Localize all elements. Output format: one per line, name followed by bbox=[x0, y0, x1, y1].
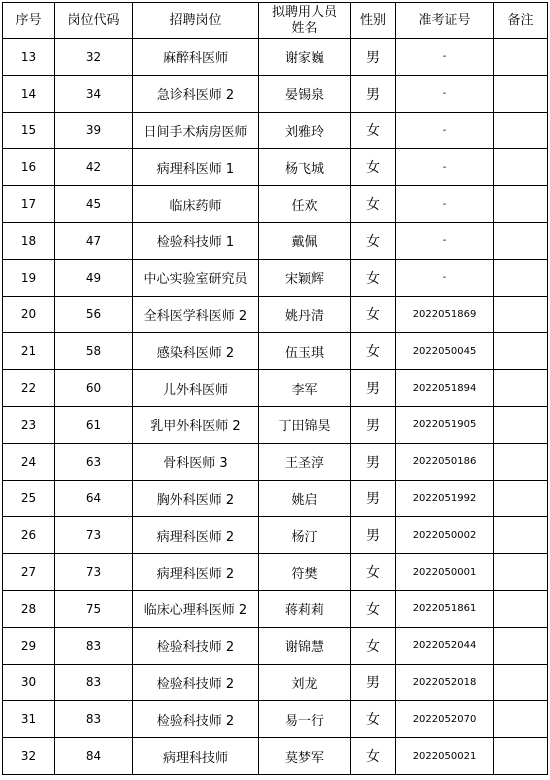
header-name bbox=[259, 3, 351, 39]
table-row bbox=[3, 590, 548, 627]
cell-gender: 女 bbox=[351, 590, 396, 627]
cell-remark bbox=[494, 39, 548, 76]
cell-remark bbox=[494, 296, 548, 333]
cell-seq: 17 bbox=[3, 186, 55, 223]
cell-position: 胸外科医师 2 bbox=[133, 480, 259, 517]
cell-gender: 男 bbox=[351, 517, 396, 554]
cell-seq: 15 bbox=[3, 112, 55, 149]
cell-gender: 女 bbox=[351, 186, 396, 223]
cell-position: 病理科医师 2 bbox=[133, 517, 259, 554]
cell-gender: 男 bbox=[351, 406, 396, 443]
cell-remark bbox=[494, 701, 548, 738]
table-row bbox=[3, 259, 548, 296]
header-name-line2: 姓名 bbox=[291, 20, 318, 36]
cell-seq: 25 bbox=[3, 480, 55, 517]
cell-gender: 男 bbox=[351, 370, 396, 407]
cell-name: 莫梦军 bbox=[259, 738, 351, 775]
cell-gender: 女 bbox=[351, 296, 396, 333]
table-row bbox=[3, 333, 548, 370]
cell-gender: 女 bbox=[351, 627, 396, 664]
cell-ticket: 2022050186 bbox=[396, 443, 494, 480]
cell-ticket: - bbox=[396, 259, 494, 296]
cell-gender: 男 bbox=[351, 75, 396, 112]
cell-name: 丁田锦昊 bbox=[259, 406, 351, 443]
header-code: 岗位代码 bbox=[55, 3, 133, 39]
cell-ticket: - bbox=[396, 222, 494, 259]
cell-ticket: 2022050021 bbox=[396, 738, 494, 775]
cell-seq: 23 bbox=[3, 406, 55, 443]
cell-seq: 30 bbox=[3, 664, 55, 701]
cell-name: 蒋莉莉 bbox=[259, 590, 351, 627]
cell-remark bbox=[494, 406, 548, 443]
cell-code: 56 bbox=[55, 296, 133, 333]
cell-seq: 28 bbox=[3, 590, 55, 627]
cell-seq: 20 bbox=[3, 296, 55, 333]
cell-position: 检验科技师 2 bbox=[133, 664, 259, 701]
cell-remark bbox=[494, 738, 548, 775]
cell-name: 姚启 bbox=[259, 480, 351, 517]
cell-ticket: 2022052044 bbox=[396, 627, 494, 664]
header-ticket: 准考证号 bbox=[396, 3, 494, 39]
cell-position: 日间手术病房医师 bbox=[133, 112, 259, 149]
table-row bbox=[3, 222, 548, 259]
cell-remark bbox=[494, 112, 548, 149]
cell-ticket: - bbox=[396, 186, 494, 223]
cell-code: 39 bbox=[55, 112, 133, 149]
table-row bbox=[3, 75, 548, 112]
cell-ticket: 2022052070 bbox=[396, 701, 494, 738]
header-row bbox=[3, 3, 548, 39]
cell-code: 49 bbox=[55, 259, 133, 296]
cell-code: 47 bbox=[55, 222, 133, 259]
cell-remark bbox=[494, 222, 548, 259]
table-row bbox=[3, 149, 548, 186]
cell-seq: 18 bbox=[3, 222, 55, 259]
cell-remark bbox=[494, 480, 548, 517]
cell-ticket: 2022050001 bbox=[396, 554, 494, 591]
cell-name: 杨汀 bbox=[259, 517, 351, 554]
cell-seq: 26 bbox=[3, 517, 55, 554]
cell-code: 60 bbox=[55, 370, 133, 407]
table-row bbox=[3, 480, 548, 517]
cell-gender: 女 bbox=[351, 149, 396, 186]
cell-name: 王圣淳 bbox=[259, 443, 351, 480]
cell-ticket: 2022050002 bbox=[396, 517, 494, 554]
hiring-table bbox=[2, 2, 548, 775]
cell-position: 病理科医师 2 bbox=[133, 554, 259, 591]
cell-ticket: 2022051869 bbox=[396, 296, 494, 333]
table-row bbox=[3, 627, 548, 664]
cell-gender: 女 bbox=[351, 554, 396, 591]
cell-remark bbox=[494, 627, 548, 664]
cell-name: 谢锦慧 bbox=[259, 627, 351, 664]
table-row bbox=[3, 39, 548, 76]
cell-code: 75 bbox=[55, 590, 133, 627]
cell-remark bbox=[494, 590, 548, 627]
cell-seq: 21 bbox=[3, 333, 55, 370]
table-row bbox=[3, 701, 548, 738]
cell-code: 34 bbox=[55, 75, 133, 112]
table-row bbox=[3, 296, 548, 333]
cell-remark bbox=[494, 333, 548, 370]
table-row bbox=[3, 406, 548, 443]
cell-position: 病理科医师 1 bbox=[133, 149, 259, 186]
cell-gender: 女 bbox=[351, 738, 396, 775]
table-row bbox=[3, 112, 548, 149]
cell-seq: 32 bbox=[3, 738, 55, 775]
cell-name: 李军 bbox=[259, 370, 351, 407]
cell-name: 戴佩 bbox=[259, 222, 351, 259]
cell-seq: 24 bbox=[3, 443, 55, 480]
cell-remark bbox=[494, 370, 548, 407]
header-remark: 备注 bbox=[494, 3, 548, 39]
cell-code: 84 bbox=[55, 738, 133, 775]
cell-code: 64 bbox=[55, 480, 133, 517]
cell-name: 易一行 bbox=[259, 701, 351, 738]
cell-ticket: 2022051992 bbox=[396, 480, 494, 517]
cell-gender: 男 bbox=[351, 39, 396, 76]
cell-code: 61 bbox=[55, 406, 133, 443]
cell-position: 检验科技师 2 bbox=[133, 701, 259, 738]
cell-code: 32 bbox=[55, 39, 133, 76]
cell-name: 刘雅玲 bbox=[259, 112, 351, 149]
cell-seq: 13 bbox=[3, 39, 55, 76]
cell-name: 伍玉琪 bbox=[259, 333, 351, 370]
cell-position: 检验科技师 2 bbox=[133, 627, 259, 664]
cell-remark bbox=[494, 75, 548, 112]
cell-code: 63 bbox=[55, 443, 133, 480]
cell-position: 病理科技师 bbox=[133, 738, 259, 775]
cell-remark bbox=[494, 259, 548, 296]
table-row bbox=[3, 517, 548, 554]
cell-name: 宋颖辉 bbox=[259, 259, 351, 296]
cell-position: 麻醉科医师 bbox=[133, 39, 259, 76]
cell-ticket: - bbox=[396, 75, 494, 112]
cell-position: 骨科医师 3 bbox=[133, 443, 259, 480]
cell-code: 83 bbox=[55, 701, 133, 738]
cell-ticket: 2022051905 bbox=[396, 406, 494, 443]
cell-gender: 女 bbox=[351, 222, 396, 259]
cell-name: 谢家巍 bbox=[259, 39, 351, 76]
cell-position: 检验科技师 1 bbox=[133, 222, 259, 259]
cell-seq: 19 bbox=[3, 259, 55, 296]
cell-seq: 27 bbox=[3, 554, 55, 591]
cell-name: 杨飞城 bbox=[259, 149, 351, 186]
cell-ticket: 2022050045 bbox=[396, 333, 494, 370]
cell-position: 乳甲外科医师 2 bbox=[133, 406, 259, 443]
cell-seq: 31 bbox=[3, 701, 55, 738]
cell-seq: 14 bbox=[3, 75, 55, 112]
header-name-line1: 拟聘用人员 bbox=[271, 4, 337, 20]
header-seq: 序号 bbox=[3, 3, 55, 39]
cell-name: 刘龙 bbox=[259, 664, 351, 701]
cell-gender: 女 bbox=[351, 701, 396, 738]
table-row bbox=[3, 186, 548, 223]
cell-code: 83 bbox=[55, 627, 133, 664]
cell-remark bbox=[494, 443, 548, 480]
table-row bbox=[3, 738, 548, 775]
table-body bbox=[3, 39, 548, 775]
cell-ticket: 2022051894 bbox=[396, 370, 494, 407]
table-row bbox=[3, 443, 548, 480]
cell-code: 73 bbox=[55, 554, 133, 591]
cell-remark bbox=[494, 149, 548, 186]
cell-code: 58 bbox=[55, 333, 133, 370]
cell-name: 任欢 bbox=[259, 186, 351, 223]
cell-ticket: 2022051861 bbox=[396, 590, 494, 627]
cell-position: 感染科医师 2 bbox=[133, 333, 259, 370]
cell-position: 急诊科医师 2 bbox=[133, 75, 259, 112]
cell-seq: 16 bbox=[3, 149, 55, 186]
cell-ticket: - bbox=[396, 149, 494, 186]
cell-remark bbox=[494, 554, 548, 591]
cell-name: 符樊 bbox=[259, 554, 351, 591]
cell-position: 临床药师 bbox=[133, 186, 259, 223]
cell-gender: 女 bbox=[351, 259, 396, 296]
cell-ticket: - bbox=[396, 39, 494, 76]
cell-remark bbox=[494, 664, 548, 701]
cell-code: 83 bbox=[55, 664, 133, 701]
cell-ticket: 2022052018 bbox=[396, 664, 494, 701]
cell-gender: 女 bbox=[351, 333, 396, 370]
cell-position: 中心实验室研究员 bbox=[133, 259, 259, 296]
header-gender: 性别 bbox=[351, 3, 396, 39]
cell-name: 晏锡泉 bbox=[259, 75, 351, 112]
cell-remark bbox=[494, 186, 548, 223]
cell-ticket: - bbox=[396, 112, 494, 149]
cell-name: 姚丹清 bbox=[259, 296, 351, 333]
cell-gender: 男 bbox=[351, 443, 396, 480]
table-row bbox=[3, 664, 548, 701]
cell-position: 儿外科医师 bbox=[133, 370, 259, 407]
cell-position: 全科医学科医师 2 bbox=[133, 296, 259, 333]
cell-position: 临床心理科医师 2 bbox=[133, 590, 259, 627]
cell-seq: 22 bbox=[3, 370, 55, 407]
table-row bbox=[3, 370, 548, 407]
header-position: 招聘岗位 bbox=[133, 3, 259, 39]
cell-gender: 男 bbox=[351, 480, 396, 517]
table-header bbox=[3, 3, 548, 39]
table-row bbox=[3, 554, 548, 591]
cell-code: 42 bbox=[55, 149, 133, 186]
cell-code: 45 bbox=[55, 186, 133, 223]
cell-gender: 女 bbox=[351, 112, 396, 149]
cell-gender: 男 bbox=[351, 664, 396, 701]
cell-remark bbox=[494, 517, 548, 554]
cell-seq: 29 bbox=[3, 627, 55, 664]
cell-code: 73 bbox=[55, 517, 133, 554]
